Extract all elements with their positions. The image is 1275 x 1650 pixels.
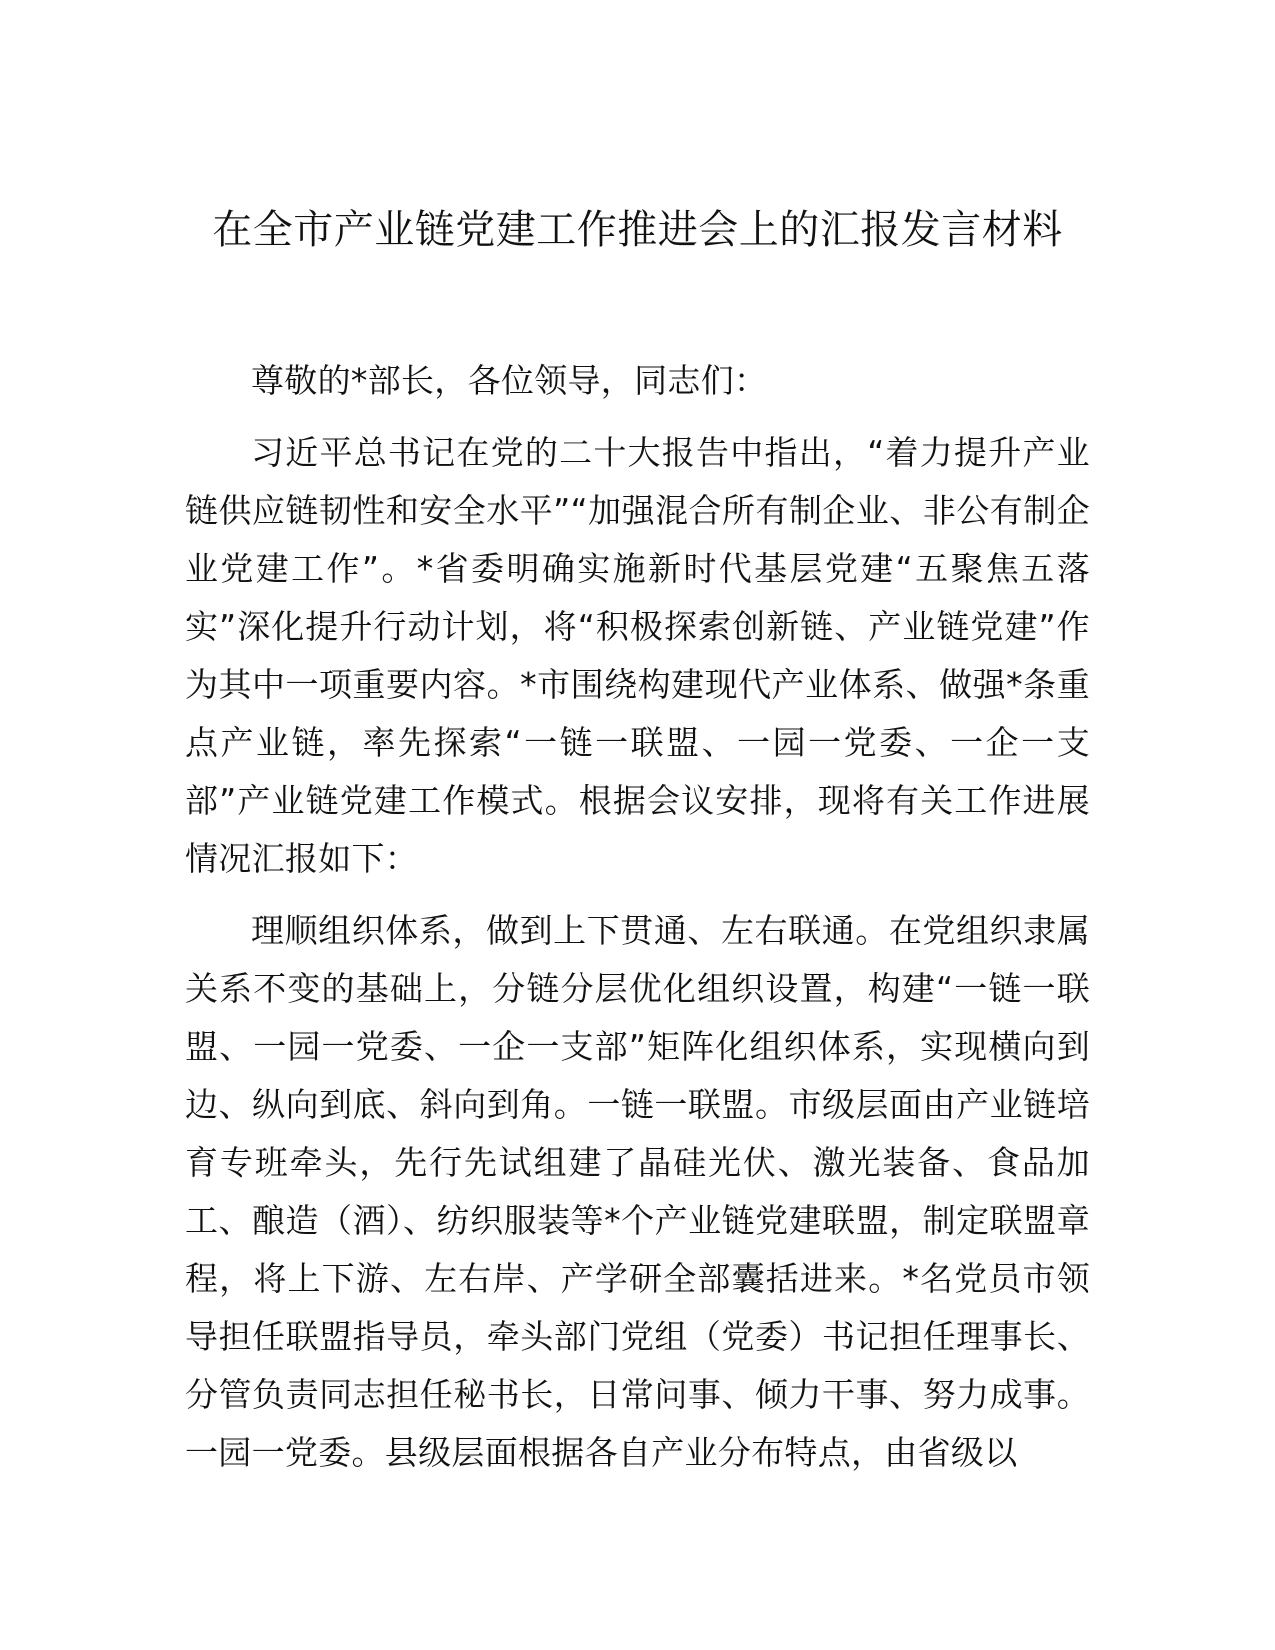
greeting-paragraph: 尊敬的*部长，各位领导，同志们： [251,361,768,400]
document-title: 在全市产业链党建工作推进会上的汇报发言材料 [212,207,1063,253]
document-body [185,352,1090,1496]
intro-paragraph: 习近平总书记在党的二十大报告中指出，“着力提升产业链供应链韧性和安全水平”“加强混合所有制企业、非公有制企业党建工作”。*省委明确实施新时代基层党建“五聚焦五落实”深化提升行动计划，将“积极探索创新链、产业链党建”作为其中一项重要内容。*市围绕构建现代产业体系、做强*条重点产业链，率先探索“一链一联盟、一园一党委、一企一支部”产业链党建工作模式。根据会议安排，现将有关工作进展情况汇报如下： [185,433,1090,878]
organization-system-paragraph: 理顺组织体系，做到上下贯通、左右联通。在党组织隶属关系不变的基础上，分链分层优化组织设置，构建“一链一联盟、一园一党委、一企一支部”矩阵化组织体系，实现横向到边、纵向到底、斜向到角。一链一联盟。市级层面由产业链培育专班牵头，先行先试组建了晶硅光伏、激光装备、食品加工、酿造（酒）、纺织服装等*个产业链党建联盟，制定联盟章程，将上下游、左右岸、产学研全部囊括进来。*名党员市领导担任联盟指导员，牵头部门党组（党委）书记担任理事长、分管负责同志担任秘书长，日常问事、倾力干事、努力成事。一园一党委。县级层面根据各自产业分布特点，由省级以 [185,911,1090,1472]
